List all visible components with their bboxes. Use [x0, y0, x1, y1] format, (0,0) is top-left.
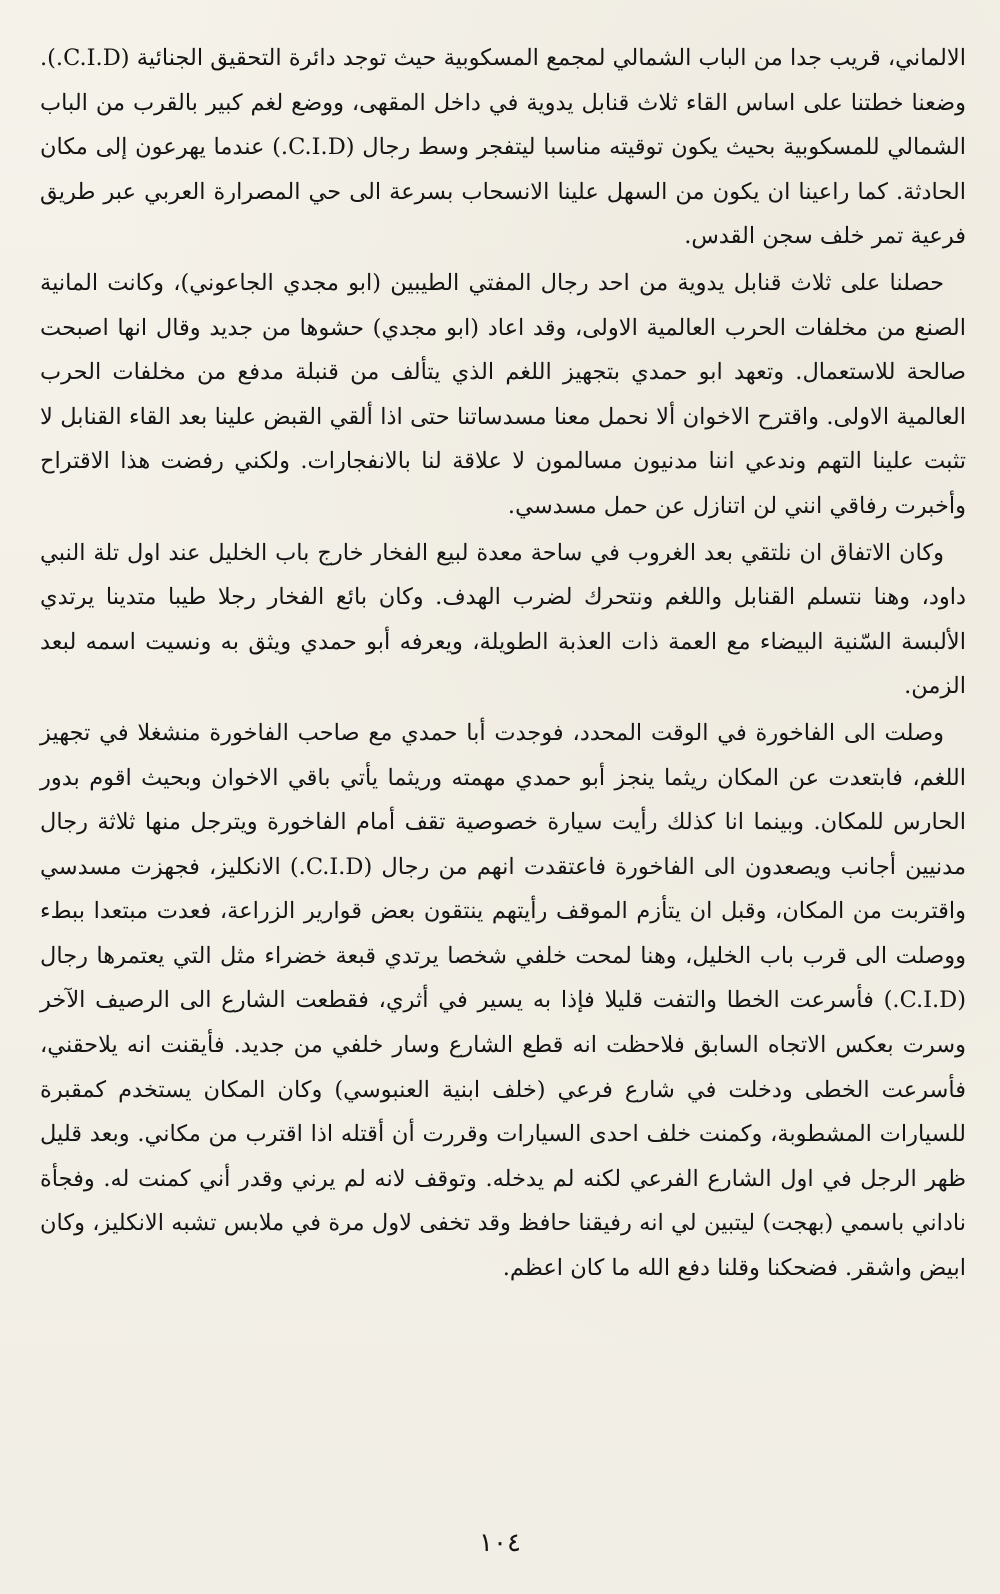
paragraph-3: وكان الاتفاق ان نلتقي بعد الغروب في ساحة معدة لبيع الفخار خارج باب الخليل عند اول تلة النبي داود، وهنا نتسلم القنابل واللغم ونتحرك لضرب الهدف. وكان بائع الفخار رجلا طيبا متدينا يرتدي الألبسة السّنية البيضاء مع العمة ذات العذبة الطويلة، ويعرفه أبو حمدي ويثق به ونسيت اسمه لبعد الزمن. — [40, 539, 966, 700]
body-text — [40, 36, 966, 1291]
paragraph-2: حصلنا على ثلاث قنابل يدوية من احد رجال المفتي الطيبين (ابو مجدي الجاعوني)، وكانت المانية الصنع من مخلفات الحرب العالمية الاولى، وقد اعاد (ابو مجدي) حشوها من جديد وقال انها اصبحت صالحة للاستعمال. وتعهد ابو حمدي بتجهيز اللغم الذي يتألف من قنبلة مدفع من مخلفات الحرب العالمية الاولى. واقترح الاخوان ألا نحمل معنا مسدساتنا حتى اذا ألقي القبض علينا بعد القاء القنابل لا تثبت علينا التهم وندعي اننا مدنيون مسالمون لا علاقة لنا بالانفجارات. ولكني رفضت هذا الاقتراح وأخبرت رفاقي انني لن اتنازل عن حمل مسدسي. — [40, 269, 966, 519]
page-number: ١٠٤ — [479, 1528, 521, 1558]
paragraph-4: وصلت الى الفاخورة في الوقت المحدد، فوجدت أبا حمدي مع صاحب الفاخورة منشغلا في تجهيز اللغم، فابتعدت عن المكان ريثما ينجز أبو حمدي مهمته وريثما يأتي باقي الاخوان وبحيث اقوم بدور الحارس للمكان. وبينما انا كذلك رأيت سيارة خصوصية تقف أمام الفاخورة ويترجل منها ثلاثة رجال مدنيين أجانب ويصعدون الى الفاخورة فاعتقدت انهم من رجال (C.I.D.) الانكليز، فجهزت مسدسي واقتربت من المكان، وقبل ان يتأزم الموقف رأيتهم ينتقون بعض قوارير الزراعة، فعدت مبتعدا ببطء ووصلت الى قرب باب الخليل، وهنا لمحت خلفي شخصا يرتدي قبعة خضراء مثل التي يعتمرها رجال (C.I.D.) فأسرعت الخطا والتفت قليلا فإذا به يسير في أثري، فقطعت الشارع الى الرصيف الآخر وسرت بعكس الاتجاه السابق فلاحظت انه قطع الشارع وسار خلفي من جديد. فأيقنت انه يلاحقني، فأسرعت الخطى ودخلت في شارع فرعي (خلف ابنية العنبوسي) وكان المكان يستخدم كمقبرة للسيارات المشطوبة، وكمنت خلف احدى السيارات وقررت أن أقتله اذا اقترب من مكاني. وبعد قليل ظهر الرجل في اول الشارع الفرعي لكنه لم يدخله. وتوقف لانه لم يرني وقدر أني كمنت له. وفجأة ناداني باسمي (بهجت) ليتبين لي انه رفيقنا حافظ وقد تخفى لاول مرة في ملابس تشبه الانكليز، وكان ابيض واشقر. فضحكنا وقلنا دفع الله ما كان اعظم. — [40, 719, 966, 1282]
paragraph-1: الالماني، قريب جدا من الباب الشمالي لمجمع المسكوبية حيث توجد دائرة التحقيق الجنائية (C.I.D.). وضعنا خطتنا على اساس القاء ثلاث قنابل يدوية في داخل المقهى، ووضع لغم كبير بالقرب من الباب الشمالي للمسكوبية بحيث يكون توقيته مناسبا ليتفجر وسط رجال (C.I.D.) عندما يهرعون إلى مكان الحادثة. كما راعينا ان يكون من السهل علينا الانسحاب بسرعة الى حي المصرارة العربي عبر طريق فرعية تمر خلف سجن القدس. — [40, 45, 967, 250]
